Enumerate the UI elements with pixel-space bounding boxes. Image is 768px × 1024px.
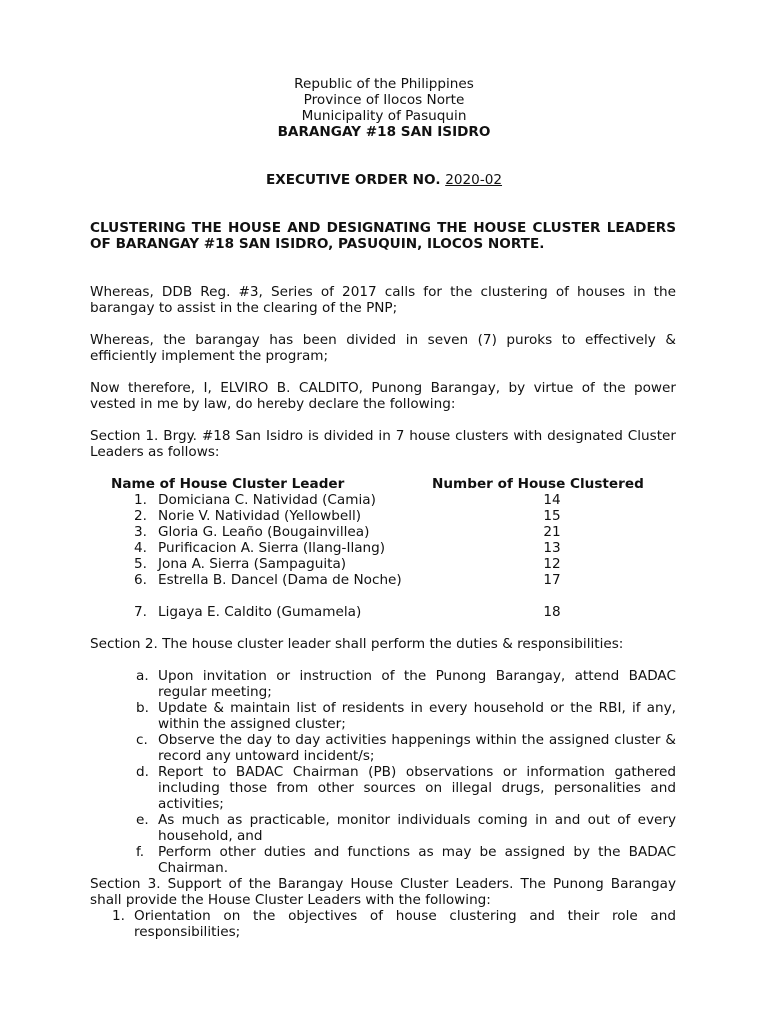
list-marker: b. (136, 700, 149, 716)
list-marker: c. (136, 732, 148, 748)
executive-order-heading (0, 172, 768, 188)
row-index: 7. (134, 604, 147, 620)
list-marker: e. (136, 812, 149, 828)
table-row (0, 492, 768, 508)
list-marker: d. (136, 764, 149, 780)
header-republic: Republic of the Philippines (294, 76, 474, 92)
leader-name: Gloria G. Leaño (Bougainvillea) (158, 524, 370, 540)
table-row (0, 604, 768, 620)
list-item: Report to BADAC Chairman (PB) observations or information gathered including those from other sources on illegal drugs, personalities and activities; (158, 764, 676, 812)
table-row (0, 540, 768, 556)
leader-name: Ligaya E. Caldito (Gumamela) (158, 604, 362, 620)
leader-name: Estrella B. Dancel (Dama de Noche) (158, 572, 402, 588)
row-index: 2. (134, 508, 147, 524)
header-municipality: Municipality of Pasuquin (301, 108, 467, 124)
section-2-intro: Section 2. The house cluster leader shall perform the duties & responsibilities: (90, 636, 624, 652)
house-count: 13 (543, 540, 561, 556)
row-index: 6. (134, 572, 147, 588)
section-1-paragraph: Section 1. Brgy. #18 San Isidro is divided in 7 house clusters with designated Cluster Leaders as follows: (90, 428, 676, 460)
list-marker: a. (136, 668, 149, 684)
section-3-intro: Section 3. Support of the Barangay House Cluster Leaders. The Punong Barangay shall provide the House Cluster Leaders with the following: (90, 876, 676, 908)
list-item: Observe the day to day activities happenings within the assigned cluster & record any untoward incident/s; (158, 732, 676, 764)
table-row (0, 508, 768, 524)
house-count: 21 (543, 524, 561, 540)
list-item: Perform other duties and functions as may be assigned by the BADAC Chairman. (158, 844, 676, 876)
whereas-paragraph-2: Whereas, the barangay has been divided in seven (7) puroks to effectively & efficiently implement the program; (90, 332, 676, 364)
house-count: 17 (543, 572, 561, 588)
leader-name: Norie V. Natividad (Yellowbell) (158, 508, 362, 524)
whereas-paragraph-1: Whereas, DDB Reg. #3, Series of 2017 calls for the clustering of houses in the barangay to assist in the clearing of the PNP; (90, 284, 676, 316)
header-province: Province of Ilocos Norte (303, 92, 465, 108)
list-marker: f. (136, 844, 145, 860)
row-index: 5. (134, 556, 147, 572)
list-item: Upon invitation or instruction of the Punong Barangay, attend BADAC regular meeting; (158, 668, 676, 700)
list-item: Update & maintain list of residents in every household or the RBI, if any, within the assigned cluster; (158, 700, 676, 732)
order-title: CLUSTERING THE HOUSE AND DESIGNATING THE HOUSE CLUSTER LEADERS OF BARANGAY #18 SAN ISIDRO, PASUQUIN, ILOCOS NORTE. (90, 220, 676, 252)
house-count: 12 (543, 556, 561, 572)
table-row (0, 572, 768, 588)
header-barangay: BARANGAY #18 SAN ISIDRO (277, 124, 491, 140)
leader-name: Domiciana C. Natividad (Camia) (158, 492, 376, 508)
table-row (0, 556, 768, 572)
now-therefore-paragraph: Now therefore, I, ELVIRO B. CALDITO, Punong Barangay, by virtue of the power vested in me by law, do hereby declare the following: (90, 380, 676, 412)
table-row (0, 524, 768, 540)
house-count: 14 (543, 492, 561, 508)
executive-order-prefix: EXECUTIVE ORDER NO. (265, 172, 446, 188)
house-count: 18 (543, 604, 561, 620)
executive-order-number: 2020-02 (445, 172, 503, 188)
leader-name: Jona A. Sierra (Sampaguita) (158, 556, 347, 572)
row-index: 3. (134, 524, 147, 540)
column-header-house-count: Number of House Clustered (432, 476, 644, 492)
list-item: Orientation on the objectives of house clustering and their role and responsibilities; (134, 908, 676, 940)
row-index: 1. (134, 492, 147, 508)
list-item: As much as practicable, monitor individuals coming in and out of every household, and (158, 812, 676, 844)
row-index: 4. (134, 540, 147, 556)
letterhead (0, 76, 768, 140)
house-count: 15 (543, 508, 561, 524)
leader-name: Purificacion A. Sierra (Ilang-Ilang) (158, 540, 386, 556)
column-header-leader-name: Name of House Cluster Leader (111, 476, 345, 492)
list-marker: 1. (112, 908, 125, 924)
